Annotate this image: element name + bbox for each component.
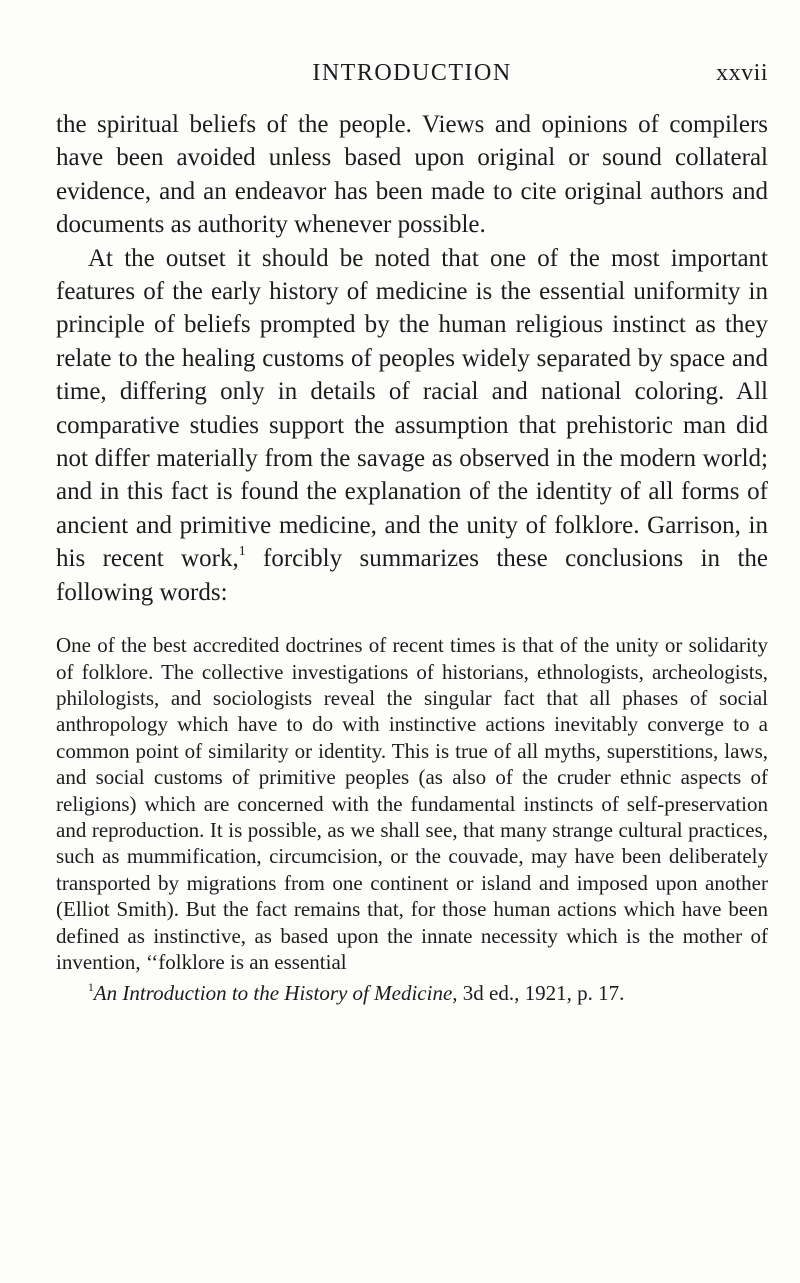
paragraph-1-text: the spiritual beliefs of the people. Views and opinions of compilers have been avoided unless based upon original or sound collateral evidence, and an endeavor has been made to cite original authors and documents as authority whenever possible. [56, 111, 768, 239]
footnote-details: 3d ed., 1921, p. 17. [457, 981, 625, 1006]
paragraph-2-text-end: forcibly summarizes these conclusions in the following words: [56, 545, 768, 606]
paragraph-1 [56, 108, 768, 242]
main-text [56, 108, 768, 609]
footnote-reference[interactable]: 1 [238, 542, 246, 558]
block-quote-text: One of the best accredited doctrines of recent times is that of the unity or solidarity of folklore. The collective investigations of historians, ethnologists, archeologists, philologists, and sociologists reveal the singular fact that all phases of social anthropology which have to do with instinctive actions inevitably converge to a common point of similarity or identity. This is true of all myths, superstitions, laws, and social customs of primitive peoples (as also of the cruder ethnic aspects of religions) which are concerned with the fundamental instincts of self-preservation and reproduction. It is possible, as we shall see, that many strange cultural practices, such as mummification, circumcision, or the couvade, may have been deliberately transported by migrations from one continent or island and imposed upon another (Elliot Smith). But the fact remains that, for those human actions which have been defined as instinctive, as based upon the innate necessity which is the mother of invention, ‘‘folklore is an essential [56, 633, 768, 974]
footnote-marker: 1 [88, 981, 94, 994]
page-number: xxvii [716, 60, 768, 86]
running-head [56, 60, 768, 96]
paragraph-2-text: At the outset it should be noted that one of the most important features of the early history of medicine is the essential uniformity in principle of beliefs prompted by the human religious instinct as they relate to the healing customs of peoples widely separated by space and time, differing only in details of racial and national coloring. All comparative studies support the assumption that prehistoric man did not differ materially from the savage as observed in the modern world; and in this fact is found the explanation of the identity of all forms of ancient and primitive medicine, and the unity of folklore. Garrison, in his recent work, [56, 244, 768, 573]
footnote-book-title: An Introduction to the History of Medicine, [93, 981, 458, 1006]
block-quote [56, 632, 768, 975]
book-page [56, 60, 768, 1260]
running-head-title: INTRODUCTION [312, 60, 512, 86]
footnote [56, 980, 768, 1006]
paragraph-2 [56, 242, 768, 609]
